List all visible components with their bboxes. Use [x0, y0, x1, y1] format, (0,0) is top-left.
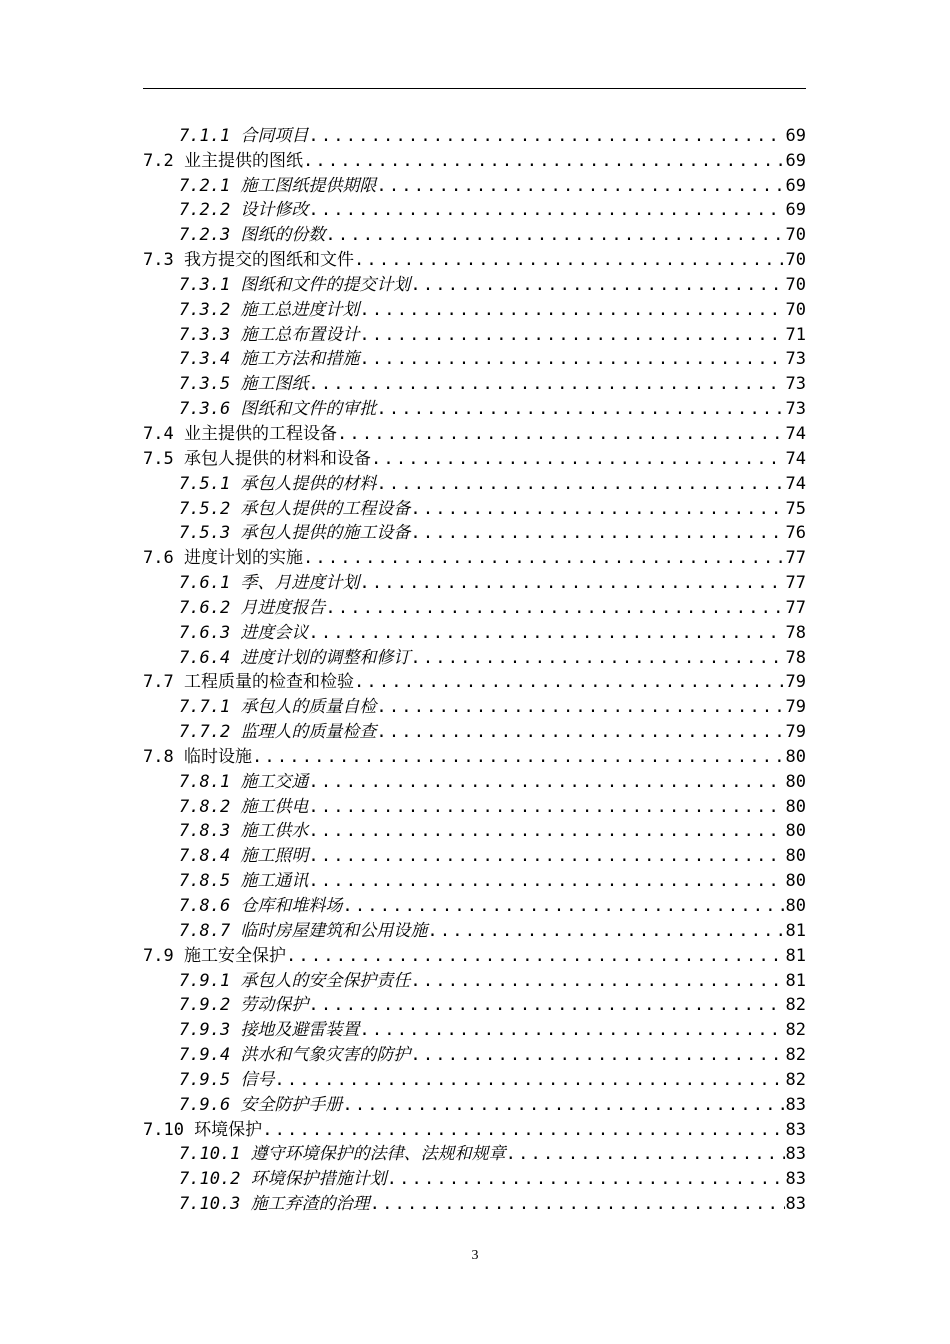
toc-entry[interactable] [143, 1166, 806, 1191]
toc-leader-dots [308, 844, 784, 868]
toc-leader-dots [410, 273, 784, 297]
toc-entry-page: 82 [785, 1045, 806, 1066]
toc-leader-dots [359, 1018, 784, 1042]
header-rule [143, 88, 806, 89]
toc-entry[interactable] [143, 918, 806, 943]
toc-entry-page: 77 [785, 597, 806, 618]
toc-entry-page: 70 [785, 274, 806, 295]
toc-entry-title: 7.7 工程质量的检查和检验 [143, 672, 354, 693]
toc-leader-dots [387, 1167, 785, 1191]
toc-entry[interactable] [143, 993, 806, 1018]
toc-entry-page: 69 [785, 200, 806, 221]
toc-entry-page: 73 [785, 399, 806, 420]
toc-entry-page: 80 [785, 821, 806, 842]
toc-entry-title: 7.8.7 临时房屋建筑和公用设施 [179, 920, 428, 941]
toc-entry-page: 83 [785, 1119, 806, 1140]
toc-entry[interactable] [143, 198, 806, 223]
toc-entry[interactable] [143, 819, 806, 844]
toc-leader-dots [376, 720, 784, 744]
toc-entry-title: 7.5 承包人提供的材料和设备 [143, 448, 371, 469]
toc-entry-page: 70 [785, 299, 806, 320]
toc-leader-dots [359, 347, 784, 371]
toc-entry-page: 71 [785, 324, 806, 345]
toc-entry-title: 7.3.6 图纸和文件的审批 [179, 399, 377, 420]
toc-entry-page: 77 [785, 573, 806, 594]
toc-leader-dots [370, 1192, 785, 1216]
toc-entry-title: 7.7.1 承包人的质量自检 [179, 697, 377, 718]
toc-entry[interactable] [143, 769, 806, 794]
toc-entry-title: 7.5.2 承包人提供的工程设备 [179, 498, 411, 519]
toc-entry-title: 7.8.4 施工照明 [179, 846, 309, 867]
toc-leader-dots [308, 869, 784, 893]
toc-leader-dots [359, 298, 784, 322]
toc-entry-page: 81 [785, 945, 806, 966]
toc-leader-dots [325, 596, 784, 620]
toc-entry-page: 70 [785, 250, 806, 271]
toc-entry[interactable] [143, 719, 806, 744]
toc-entry[interactable] [143, 1017, 806, 1042]
toc-entry-title: 7.3.1 图纸和文件的提交计划 [179, 274, 411, 295]
toc-entry-title: 7.9.2 劳动保护 [179, 995, 309, 1016]
toc-entry[interactable] [143, 222, 806, 247]
toc-leader-dots [359, 323, 784, 347]
toc-entry[interactable] [143, 471, 806, 496]
toc-leader-dots [506, 1142, 785, 1166]
table-of-contents [143, 123, 806, 1216]
toc-entry-title: 7.1.1 合同项目 [179, 125, 309, 146]
toc-entry-title: 7.8 临时设施 [143, 746, 252, 767]
toc-entry[interactable] [143, 645, 806, 670]
toc-leader-dots [303, 546, 785, 570]
toc-entry[interactable] [143, 1067, 806, 1092]
toc-entry-title: 7.10.1 遵守环境保护的法律、法规和规章 [179, 1144, 506, 1165]
toc-leader-dots [325, 223, 784, 247]
toc-entry-page: 81 [785, 970, 806, 991]
toc-entry-title: 7.2.2 设计修改 [179, 200, 309, 221]
page-number: 3 [471, 1248, 479, 1263]
toc-entry-page: 83 [785, 1094, 806, 1115]
toc-entry[interactable] [143, 347, 806, 372]
toc-entry-title: 7.10.3 施工弃渣的治理 [179, 1194, 370, 1215]
toc-entry[interactable] [143, 694, 806, 719]
toc-entry[interactable] [143, 670, 806, 695]
toc-entry-page: 74 [785, 473, 806, 494]
toc-entry[interactable] [143, 570, 806, 595]
toc-entry-title: 7.9.5 信号 [179, 1069, 275, 1090]
toc-entry[interactable] [143, 148, 806, 173]
toc-leader-dots [376, 472, 784, 496]
toc-entry[interactable] [143, 1092, 806, 1117]
toc-entry-title: 7.6.1 季、月进度计划 [179, 573, 360, 594]
toc-leader-dots [308, 124, 784, 148]
toc-leader-dots [308, 819, 784, 843]
toc-entry-title: 7.3.4 施工方法和措施 [179, 349, 360, 370]
toc-entry[interactable] [143, 247, 806, 272]
toc-entry-page: 80 [785, 896, 806, 916]
toc-entry[interactable] [143, 173, 806, 198]
toc-leader-dots [359, 571, 784, 595]
toc-entry-title: 7.8.6 仓库和堆料场 [179, 896, 343, 916]
toc-leader-dots [410, 646, 784, 670]
toc-entry-page: 82 [785, 1020, 806, 1041]
toc-entry-title: 7.5.3 承包人提供的施工设备 [179, 523, 411, 544]
toc-entry-page: 74 [785, 448, 806, 469]
toc-entry-title: 7.10 环境保护 [143, 1119, 263, 1140]
toc-leader-dots [410, 1043, 784, 1067]
toc-entry-page: 83 [785, 1194, 806, 1215]
toc-entry[interactable] [143, 371, 806, 396]
toc-entry-page: 70 [785, 225, 806, 246]
toc-entry-page: 80 [785, 846, 806, 867]
toc-entry-title: 7.9.1 承包人的安全保护责任 [179, 970, 411, 991]
toc-entry-page: 80 [785, 746, 806, 767]
toc-entry[interactable] [143, 595, 806, 620]
toc-entry-page: 82 [785, 1069, 806, 1090]
toc-entry-page: 69 [785, 150, 806, 171]
toc-entry-title: 7.9.6 安全防护手册 [179, 1094, 343, 1115]
toc-entry-title: 7.3 我方提交的图纸和文件 [143, 250, 354, 271]
toc-entry[interactable] [143, 794, 806, 819]
toc-entry-page: 73 [785, 349, 806, 370]
toc-leader-dots [308, 621, 784, 645]
toc-leader-dots [337, 422, 785, 446]
toc-entry-title: 7.8.1 施工交通 [179, 771, 309, 792]
toc-entry-title: 7.6 进度计划的实施 [143, 548, 303, 569]
toc-leader-dots [308, 795, 784, 819]
toc-entry-page: 79 [785, 697, 806, 718]
toc-entry[interactable] [143, 943, 806, 968]
toc-leader-dots [410, 497, 784, 521]
toc-entry[interactable] [143, 322, 806, 347]
toc-leader-dots [286, 944, 785, 968]
toc-entry-page: 79 [785, 722, 806, 743]
toc-entry[interactable] [143, 521, 806, 546]
toc-entry-title: 7.3.2 施工总进度计划 [179, 299, 360, 320]
toc-entry[interactable] [143, 968, 806, 993]
toc-leader-dots [274, 1068, 784, 1092]
toc-leader-dots [303, 149, 785, 173]
toc-leader-dots [262, 1118, 784, 1142]
toc-entry[interactable] [143, 297, 806, 322]
toc-leader-dots [376, 695, 784, 719]
toc-entry-title: 7.9 施工安全保护 [143, 945, 286, 966]
toc-entry-page: 78 [785, 622, 806, 643]
toc-leader-dots [308, 372, 784, 396]
toc-leader-dots [410, 521, 784, 545]
toc-entry[interactable] [143, 123, 806, 148]
toc-entry-title: 7.3.3 施工总布置设计 [179, 324, 360, 345]
toc-leader-dots [371, 447, 785, 471]
toc-leader-dots [376, 174, 784, 198]
toc-leader-dots [342, 894, 784, 918]
toc-entry[interactable] [143, 620, 806, 645]
toc-entry[interactable] [143, 868, 806, 893]
toc-entry-page: 82 [785, 995, 806, 1016]
toc-entry[interactable] [143, 1042, 806, 1067]
toc-entry-page: 83 [785, 1169, 806, 1190]
toc-entry[interactable] [143, 446, 806, 471]
toc-entry-title: 7.3.5 施工图纸 [179, 374, 309, 395]
toc-entry-title: 7.7.2 监理人的质量检查 [179, 722, 377, 743]
toc-entry-page: 69 [785, 125, 806, 146]
toc-entry-page: 80 [785, 796, 806, 817]
toc-entry[interactable] [143, 396, 806, 421]
toc-entry-title: 7.10.2 环境保护措施计划 [179, 1169, 387, 1190]
toc-entry-title: 7.5.1 承包人提供的材料 [179, 473, 377, 494]
toc-entry-page: 74 [785, 423, 806, 444]
toc-entry-title: 7.2.3 图纸的份数 [179, 225, 326, 246]
toc-entry-title: 7.6.3 进度会议 [179, 622, 309, 643]
toc-entry[interactable] [143, 1142, 806, 1167]
toc-entry-title: 7.8.5 施工通讯 [179, 871, 309, 892]
toc-entry[interactable] [143, 272, 806, 297]
toc-entry-page: 79 [785, 672, 806, 693]
toc-entry-title: 7.2 业主提供的图纸 [143, 150, 303, 171]
toc-leader-dots [376, 397, 784, 421]
toc-entry-page: 75 [785, 498, 806, 519]
toc-entry-page: 81 [785, 920, 806, 941]
toc-entry-title: 7.4 业主提供的工程设备 [143, 423, 337, 444]
toc-entry[interactable] [143, 545, 806, 570]
toc-leader-dots [252, 745, 785, 769]
toc-entry-title: 7.6.4 进度计划的调整和修订 [179, 647, 411, 668]
toc-entry-page: 80 [785, 771, 806, 792]
toc-leader-dots [354, 248, 785, 272]
toc-entry[interactable] [143, 843, 806, 868]
toc-entry[interactable] [143, 421, 806, 446]
toc-entry-title: 7.9.4 洪水和气象灾害的防护 [179, 1045, 411, 1066]
toc-entry-page: 83 [785, 1144, 806, 1165]
toc-leader-dots [308, 993, 784, 1017]
toc-entry-page: 69 [785, 175, 806, 196]
toc-entry-page: 80 [785, 871, 806, 892]
toc-entry[interactable] [143, 893, 806, 918]
toc-entry[interactable] [143, 496, 806, 521]
toc-entry-title: 7.2.1 施工图纸提供期限 [179, 175, 377, 196]
toc-entry-title: 7.9.3 接地及避雷装置 [179, 1020, 360, 1041]
toc-entry-title: 7.6.2 月进度报告 [179, 597, 326, 618]
toc-entry-page: 76 [785, 523, 806, 544]
toc-leader-dots [308, 770, 784, 794]
toc-leader-dots [427, 919, 784, 943]
toc-leader-dots [354, 670, 785, 694]
toc-entry-title: 7.8.3 施工供水 [179, 821, 309, 842]
toc-leader-dots [308, 198, 784, 222]
toc-leader-dots [342, 1093, 784, 1117]
toc-entry[interactable] [143, 1117, 806, 1142]
toc-entry-page: 78 [785, 647, 806, 668]
toc-entry[interactable] [143, 744, 806, 769]
toc-entry-page: 73 [785, 374, 806, 395]
toc-leader-dots [410, 969, 784, 993]
toc-entry[interactable] [143, 1191, 806, 1216]
toc-entry-title: 7.8.2 施工供电 [179, 796, 309, 817]
toc-entry-page: 77 [785, 548, 806, 569]
